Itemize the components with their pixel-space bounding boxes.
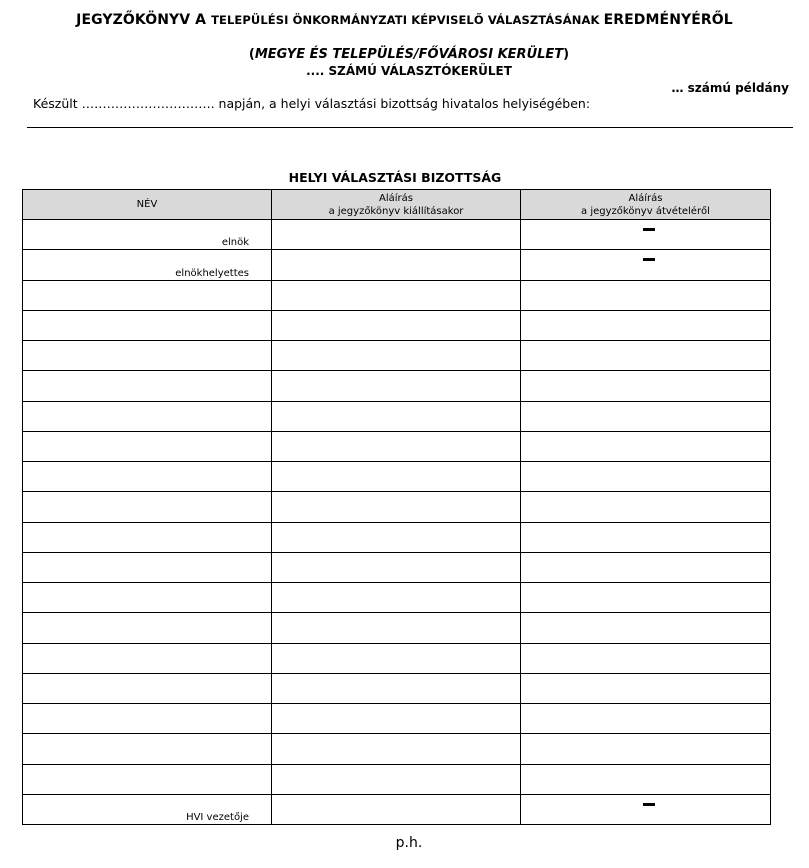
issue-signature-cell[interactable] <box>272 643 521 673</box>
issue-signature-cell[interactable] <box>272 310 521 340</box>
name-cell[interactable] <box>23 734 272 764</box>
name-cell[interactable] <box>23 613 272 643</box>
role-label: HVI vezetője <box>186 812 249 823</box>
receipt-signature-cell[interactable] <box>521 462 771 492</box>
issue-signature-cell[interactable] <box>272 401 521 431</box>
table-row <box>23 673 771 703</box>
name-cell[interactable] <box>23 280 272 310</box>
issue-signature-cell[interactable] <box>272 250 521 280</box>
title-part-3: EREDMÉNYÉRŐL <box>603 12 733 28</box>
name-cell[interactable] <box>23 643 272 673</box>
issue-signature-cell[interactable] <box>272 220 521 250</box>
document-title <box>0 12 809 28</box>
table-row <box>23 643 771 673</box>
name-cell[interactable] <box>23 401 272 431</box>
table-row <box>23 462 771 492</box>
subtitle-county-settlement <box>0 47 809 62</box>
table-row <box>23 704 771 734</box>
divider-line <box>27 127 793 128</box>
receipt-signature-cell[interactable] <box>521 220 771 250</box>
name-cell[interactable] <box>23 794 272 824</box>
column-header-issue-signature <box>272 190 521 220</box>
title-part-2: TELEPÜLÉSI ÖNKORMÁNYZATI KÉPVISELŐ VÁLASZTÁSÁNAK <box>211 13 604 27</box>
table-row <box>23 431 771 461</box>
name-cell[interactable] <box>23 704 272 734</box>
name-cell[interactable] <box>23 431 272 461</box>
receipt-signature-cell[interactable] <box>521 643 771 673</box>
table-row <box>23 613 771 643</box>
column-header-receipt-signature <box>521 190 771 220</box>
receipt-signature-cell[interactable] <box>521 794 771 824</box>
issue-signature-cell[interactable] <box>272 673 521 703</box>
name-cell[interactable] <box>23 764 272 794</box>
name-cell[interactable] <box>23 522 272 552</box>
table-row <box>23 371 771 401</box>
dash-mark <box>643 803 655 806</box>
issue-signature-cell[interactable] <box>272 371 521 401</box>
copy-number: … számú példány <box>671 81 789 95</box>
receipt-signature-cell[interactable] <box>521 431 771 461</box>
table-row <box>23 492 771 522</box>
issue-signature-cell[interactable] <box>272 492 521 522</box>
table-row <box>23 734 771 764</box>
table-row <box>23 220 771 250</box>
receipt-signature-cell[interactable] <box>521 401 771 431</box>
table-header-row <box>23 190 771 220</box>
receipt-signature-cell[interactable] <box>521 552 771 582</box>
issue-signature-cell[interactable] <box>272 341 521 371</box>
receipt-signature-cell[interactable] <box>521 250 771 280</box>
name-cell[interactable] <box>23 371 272 401</box>
receipt-signature-cell[interactable] <box>521 764 771 794</box>
table-row <box>23 522 771 552</box>
issue-signature-cell[interactable] <box>272 280 521 310</box>
dash-mark <box>643 258 655 261</box>
committee-signature-table <box>22 189 771 825</box>
table-row <box>23 794 771 824</box>
issue-signature-cell[interactable] <box>272 734 521 764</box>
receipt-signature-cell[interactable] <box>521 613 771 643</box>
name-cell[interactable] <box>23 673 272 703</box>
table-row <box>23 341 771 371</box>
subtitle-close-paren: ) <box>563 47 570 62</box>
name-cell[interactable] <box>23 341 272 371</box>
name-cell[interactable] <box>23 310 272 340</box>
name-cell[interactable] <box>23 250 272 280</box>
issue-signature-cell[interactable] <box>272 552 521 582</box>
receipt-signature-cell[interactable] <box>521 371 771 401</box>
name-cell[interactable] <box>23 552 272 582</box>
receipt-signature-cell[interactable] <box>521 310 771 340</box>
issue-signature-cell[interactable] <box>272 462 521 492</box>
subtitle-italic: MEGYE ÉS TELEPÜLÉS/FŐVÁROSI KERÜLET <box>254 47 564 62</box>
committee-title: HELYI VÁLASZTÁSI BIZOTTSÁG <box>288 170 502 185</box>
table-row <box>23 583 771 613</box>
role-label: elnök <box>221 237 249 249</box>
issue-signature-cell[interactable] <box>272 522 521 552</box>
title-part-1: JEGYZŐKÖNYV A <box>76 12 212 28</box>
issue-signature-cell[interactable] <box>272 794 521 824</box>
column-header-receipt-label: Aláírás a jegyzőkönyv átvételéről <box>581 192 710 217</box>
receipt-signature-cell[interactable] <box>521 280 771 310</box>
column-header-name <box>23 190 272 220</box>
column-header-name-label: NÉV <box>136 199 158 210</box>
district-line: .... SZÁMÚ VÁLASZTÓKERÜLET <box>306 64 512 78</box>
issue-signature-cell[interactable] <box>272 613 521 643</box>
name-cell[interactable] <box>23 492 272 522</box>
table-row <box>23 764 771 794</box>
issue-signature-cell[interactable] <box>272 431 521 461</box>
subtitle-open-paren: ( <box>248 47 255 62</box>
name-cell[interactable] <box>23 220 272 250</box>
dash-mark <box>643 228 655 231</box>
receipt-signature-cell[interactable] <box>521 704 771 734</box>
role-label: elnökhelyettes <box>175 267 249 279</box>
column-header-issue-label: Aláírás a jegyzőkönyv kiállításakor <box>328 192 464 217</box>
table-row <box>23 280 771 310</box>
receipt-signature-cell[interactable] <box>521 341 771 371</box>
made-line: Készült ………………………….. napján, a helyi választási bizottság hivatalos helyiségében: <box>33 96 591 111</box>
issue-signature-cell[interactable] <box>272 704 521 734</box>
receipt-signature-cell[interactable] <box>521 583 771 613</box>
receipt-signature-cell[interactable] <box>521 734 771 764</box>
receipt-signature-cell[interactable] <box>521 492 771 522</box>
table-row <box>23 552 771 582</box>
table-row <box>23 250 771 280</box>
issue-signature-cell[interactable] <box>272 764 521 794</box>
name-cell[interactable] <box>23 462 272 492</box>
stamp-place-label: p.h. <box>395 835 423 851</box>
table-row <box>23 401 771 431</box>
issue-signature-cell[interactable] <box>272 583 521 613</box>
name-cell[interactable] <box>23 583 272 613</box>
receipt-signature-cell[interactable] <box>521 673 771 703</box>
receipt-signature-cell[interactable] <box>521 522 771 552</box>
table-row <box>23 310 771 340</box>
